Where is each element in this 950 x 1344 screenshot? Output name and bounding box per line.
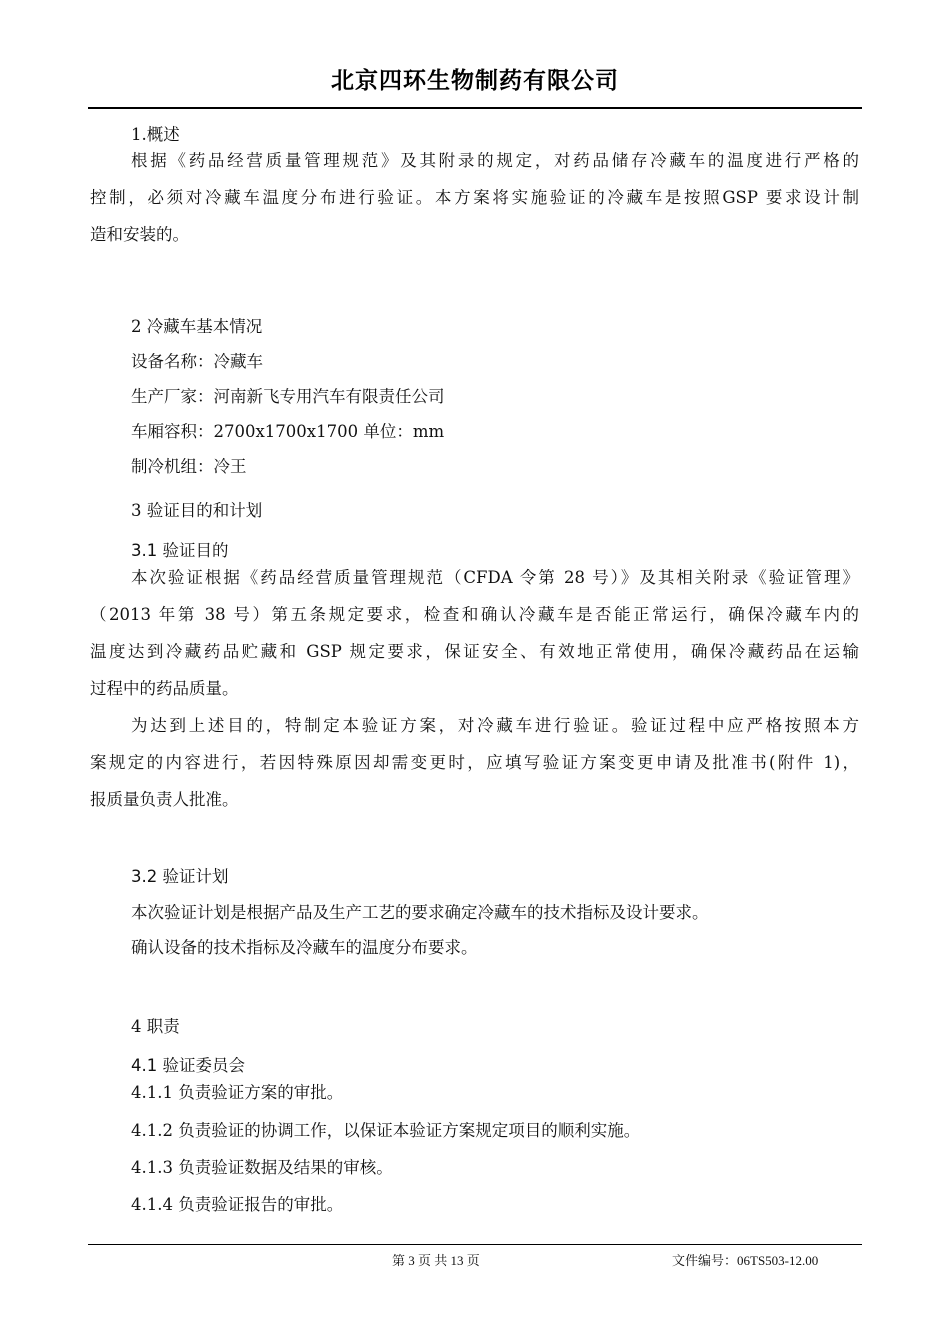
section-3-1-p2-line-2: 案规定的内容进行，若因特殊原因却需变更时，应填写验证方案变更申请及批准书(附件 1)， [90,753,859,772]
document-number: 文件编号：06TS503-12.00 [672,1253,819,1268]
section-3-1-p2-line-3: 报质量负责人批准。 [90,790,239,809]
section-3-1-heading: 3.1 验证目的 [131,541,229,560]
section-3-2-line-1: 本次验证计划是根据产品及生产工艺的要求确定冷藏车的技术指标及设计要求。 [131,903,709,922]
manufacturer: 生产厂家：河南新飞专用汽车有限责任公司 [131,387,445,406]
cargo-volume: 车厢容积：2700x1700x1700 单位：mm [131,422,445,441]
section-1-line-2: 控制，必须对冷藏车温度分布进行验证。本方案将实施验证的冷藏车是按照GSP 要求设计制 [90,188,859,207]
section-1-line-1: 根据《药品经营质量管理规范》及其附录的规定，对药品储存冷藏车的温度进行严格的 [131,151,859,170]
section-3-2-line-2: 确认设备的技术指标及冷藏车的温度分布要求。 [131,938,478,957]
section-2-heading: 2 冷藏车基本情况 [131,317,263,336]
section-1-heading: 1.概述 [131,125,180,144]
section-3-1-line-4: 过程中的药品质量。 [90,679,239,698]
section-4-1-heading: 4.1 验证委员会 [131,1056,245,1075]
section-3-1-p2-line-1: 为达到上述目的，特制定本验证方案，对冷藏车进行验证。验证过程中应严格按照本方 [131,716,859,735]
duty-item-1: 4.1.1 负责验证方案的审批。 [131,1083,344,1102]
duty-item-2: 4.1.2 负责验证的协调工作，以保证本验证方案规定项目的顺利实施。 [131,1121,641,1140]
section-4-heading: 4 职责 [131,1017,180,1036]
duty-item-4: 4.1.4 负责验证报告的审批。 [131,1195,344,1214]
device-name: 设备名称：冷藏车 [131,352,263,371]
section-1-line-3: 造和安装的。 [90,225,189,244]
duty-item-3: 4.1.3 负责验证数据及结果的审核。 [131,1158,393,1177]
section-3-1-line-3: 温度达到冷藏药品贮藏和 GSP 规定要求，保证安全、有效地正常使用，确保冷藏药品在运输 [90,642,859,661]
section-3-2-heading: 3.2 验证计划 [131,867,229,886]
section-3-1-line-2: （2013 年第 38 号）第五条规定要求，检查和确认冷藏车是否能正常运行，确保冷藏车内的 [90,605,859,624]
footer-divider [88,1244,862,1245]
refrigeration-unit: 制冷机组：冷王 [131,457,247,476]
page-number: 第 3 页 共 13 页 [392,1253,480,1268]
section-3-1-line-1: 本次验证根据《药品经营质量管理规范（CFDA 令第 28 号）》及其相关附录《验证管理》 [131,568,859,587]
header-divider [88,107,862,109]
company-title: 北京四环生物制药有限公司 [331,68,619,94]
section-3-heading: 3 验证目的和计划 [131,501,263,520]
